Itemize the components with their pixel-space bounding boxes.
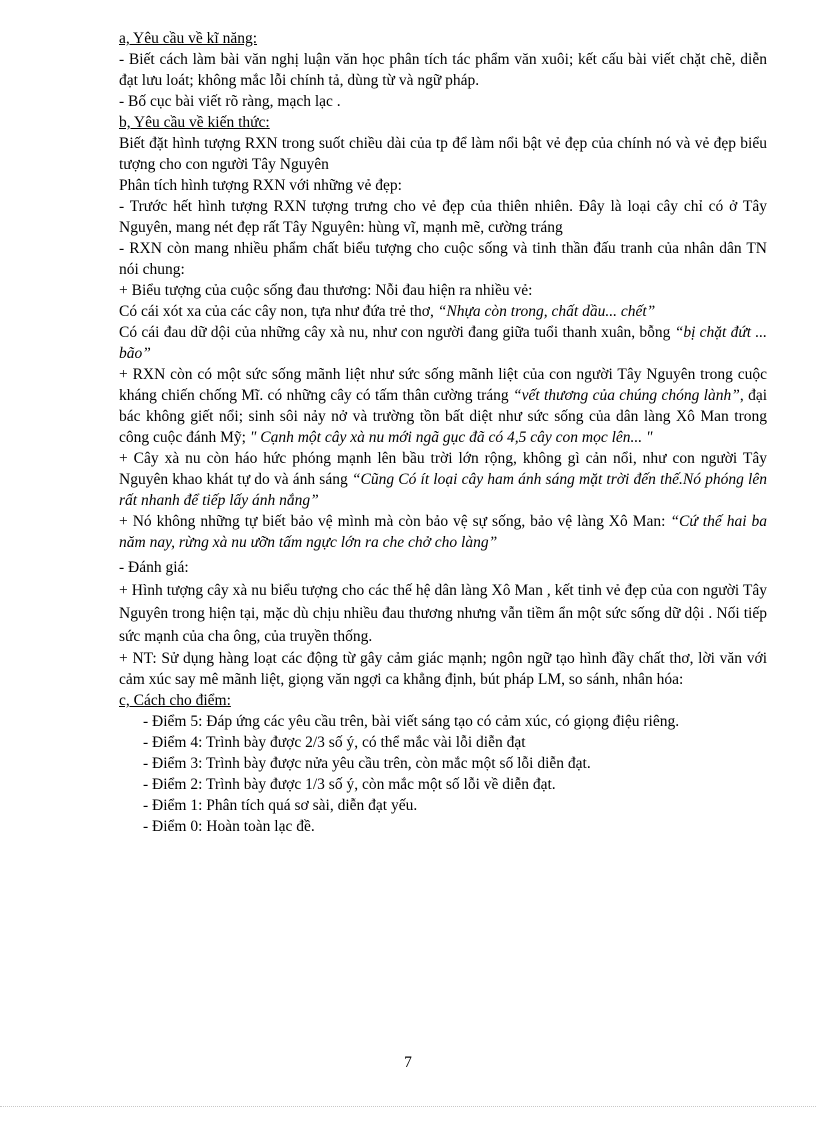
- knowledge-heading: b, Yêu cầu về kiến thức:: [119, 114, 270, 131]
- evaluation-art: + NT: Sử dụng hàng loạt các động từ gây cảm giác mạnh; ngôn ngữ tạo hình đầy chất thơ, lời văn với cảm xúc say mê mãnh liệt, giọng văn ngợi ca khẳng định, bút pháp LM, so sánh, nhân hóa:: [119, 650, 767, 688]
- pain-grown-text: Có cái đau dữ dội của những cây xà nu, như con người đang giữa tuổi thanh xuân, bỗng: [119, 324, 675, 341]
- protect-text: + Nó không những tự biết bảo vệ mình mà còn bảo vệ sự sống, bảo vệ làng Xô Man:: [119, 513, 671, 530]
- skills-requirement-1: - Biết cách làm bài văn nghị luận văn học phân tích tác phẩm văn xuôi; kết cấu bài viết chặt chẽ, diễn đạt lưu loát; không mắc lỗi chính tả, dùng từ và ngữ pháp.: [119, 51, 767, 89]
- vitality-quote-1: “vết thương của chúng chóng lành”: [513, 387, 740, 404]
- skills-requirement-2: - Bố cục bài viết rõ ràng, mạch lạc .: [119, 93, 341, 110]
- scoring-heading: c, Cách cho điểm:: [119, 692, 231, 709]
- vitality-paragraph: [119, 364, 767, 448]
- score-item-3: - Điểm 3: Trình bày được nửa yêu cầu trên, còn mắc một số lỗi diễn đạt.: [143, 755, 591, 772]
- freedom-quote: “Cũng Có ít loại cây ham ánh sáng mặt trời đến thế.Nó phóng lên rất nhanh để tiếp lấy ánh nắng”: [119, 471, 767, 509]
- evaluation-label: - Đánh giá:: [119, 559, 189, 576]
- score-item-2: - Điểm 2: Trình bày được 1/3 số ý, còn mắc một số lỗi về diễn đạt.: [143, 776, 556, 793]
- pain-grown-trees: [119, 322, 767, 364]
- vitality-quote-2: " Cạnh một cây xà nu mới ngã gục đã có 4,5 cây con mọc lên... ": [249, 429, 653, 446]
- freedom-text: + Cây xà nu còn háo hức phóng mạnh lên bầu trời lớn rộng, không gì cản nổi, như con người Tây Nguyên khao khát tự do và ánh sáng: [119, 450, 767, 488]
- spirit-paragraph: - RXN còn mang nhiều phẩm chất biểu tượng cho cuộc sống và tinh thần đấu tranh của nhân dân TN nói chung:: [119, 240, 767, 278]
- score-item-1: - Điểm 1: Phân tích quá sơ sài, diễn đạt yếu.: [143, 797, 418, 814]
- protect-quote: “Cứ thế hai ba năm nay, rừng xà nu ưỡn tấm ngực lớn ra che chở cho làng”: [119, 513, 767, 551]
- pain-grown-quote: “bị chặt đứt ... bão”: [119, 324, 768, 362]
- score-item-4: - Điểm 4: Trình bày được 2/3 số ý, có thể mắc vài lỗi diễn đạt: [143, 734, 526, 751]
- page-bottom-divider: [0, 1106, 816, 1107]
- protect-paragraph: [119, 511, 767, 553]
- vitality-text-1: + RXN còn có một sức sống mãnh liệt như sức sống mãnh liệt của con người Tây Nguyên trong cuộc kháng chiến chống Mĩ. có những cây có tấm thân cường tráng: [119, 366, 767, 404]
- pain-young-quote: “Nhựa còn trong, chất dầu... chết”: [437, 303, 656, 320]
- pain-young-trees: [119, 301, 767, 322]
- score-item-0: - Điểm 0: Hoàn toàn lạc đề.: [143, 818, 315, 835]
- pain-young-text: Có cái xót xa của các cây non, tựa như đứa trẻ thơ,: [119, 303, 438, 320]
- evaluation-image: + Hình tượng cây xà nu biểu tượng cho các thế hệ dân làng Xô Man , kết tinh vẻ đẹp của con người Tây Nguyên trong hiện tại, mặc dù chịu nhiều đau thương nhưng vẫn tiềm ẩn một sức sống dữ dội . Nối tiếp sức mạnh của cha ông, của truyền thống.: [119, 582, 767, 645]
- knowledge-analyze: Phân tích hình tượng RXN với những vẻ đẹp:: [119, 177, 402, 194]
- document-page: [119, 28, 767, 837]
- freedom-paragraph: [119, 448, 767, 511]
- knowledge-intro: Biết đặt hình tượng RXN trong suốt chiều dài của tp để làm nổi bật vẻ đẹp của chính nó và vẻ đẹp biểu tượng cho con người Tây Nguyên: [119, 135, 767, 173]
- skills-heading: a, Yêu cầu về kĩ năng:: [119, 30, 258, 47]
- scoring-list: [119, 711, 767, 837]
- score-item-5: - Điểm 5: Đáp ứng các yêu cầu trên, bài viết sáng tạo có cảm xúc, có giọng điệu riêng.: [143, 713, 680, 730]
- vitality-text-2: , đại bác không giết nổi; sinh sôi nảy nở và trường tồn bất diệt như sức sống của dân làng Xô Man trong công cuộc đánh Mỹ;: [119, 387, 768, 446]
- page-number: 7: [404, 1054, 412, 1071]
- pain-intro: + Biểu tượng của cuộc sống đau thương: Nỗi đau hiện ra nhiều vẻ:: [119, 282, 533, 299]
- nature-paragraph: - Trước hết hình tượng RXN tượng trưng cho vẻ đẹp của thiên nhiên. Đây là loại cây chỉ có ở Tây Nguyên, mang nét đẹp rất Tây Nguyên: hùng vĩ, mạnh mẽ, cường tráng: [119, 198, 767, 236]
